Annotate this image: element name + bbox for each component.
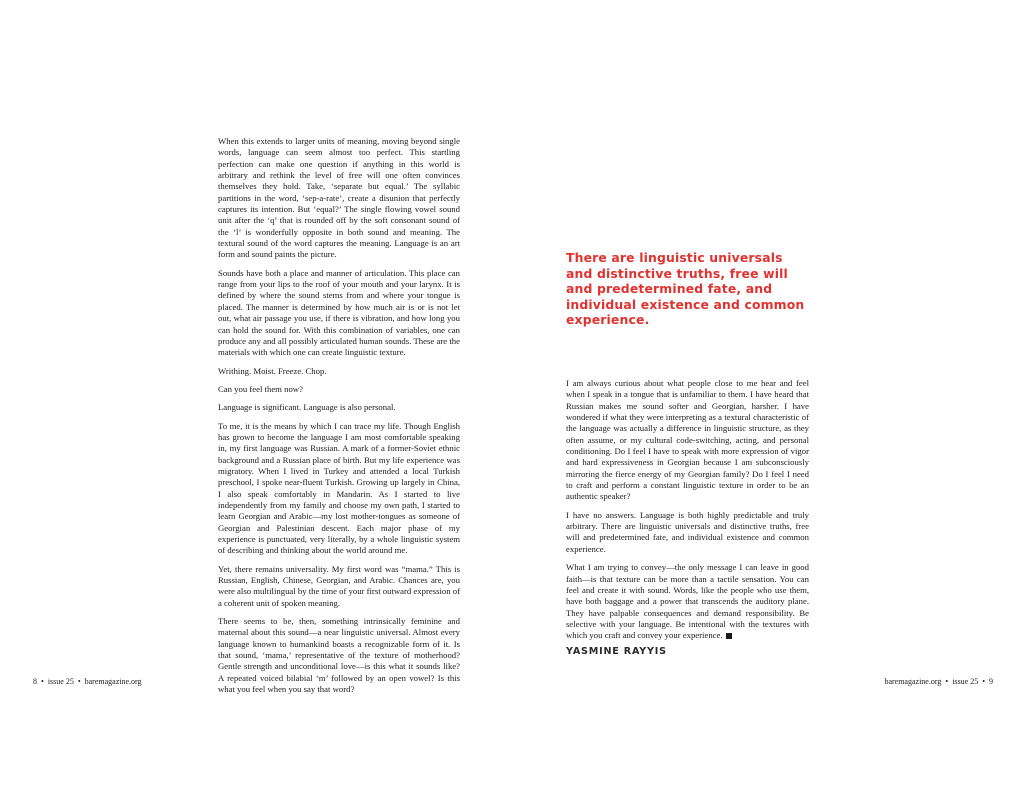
folio-separator: • (41, 677, 44, 686)
right-body-column (566, 378, 809, 649)
folio-separator: • (77, 677, 81, 686)
body-paragraph: I am always curious about what people close to me hear and feel when I speak in a tongue that is unfamiliar to them. I have heard that Russian makes me sound softer and Georgian, harsher. I have wondered if what they were interpreting as a textural characteristic of the language was actually a difference in linguistic structure, as they often assume, or my cultural code-switching, acting, and personal conditioning. Do I feel I have to speak with more expression of vigor and hard expressiveness in Georgian because I am subconsciously mirroring the fierce energy of my Georgian family? Do I feel I need to craft and perform a constant linguistic texture in order to be an authentic speaker? (566, 378, 809, 502)
issue-label: issue 25 (47, 677, 74, 686)
pull-quote: There are linguistic universals and distinctive truths, free will and predetermined fate, and individual existence and common experience. (566, 250, 805, 328)
page-number: 8 (33, 677, 37, 686)
right-page (512, 0, 1024, 791)
site-link[interactable]: baremagazine.org (84, 677, 142, 686)
issue-label: issue 25 (952, 677, 979, 686)
folio-separator: • (982, 677, 985, 686)
body-paragraph: Can you feel them now? (218, 383, 303, 394)
folio-left (33, 677, 142, 686)
body-paragraph: I have no answers. Language is both highly predictable and truly arbitrary. There are linguistic universals and distinctive truths, free will and predetermined fate, and individual existence and common experience. (566, 509, 809, 554)
body-paragraph: Writhing. Moist. Freeze. Chop. (218, 365, 327, 376)
body-paragraph: There seems to be, then, something intrinsically feminine and maternal about this sound—a near linguistic universal. Almost every language known to humankind boasts a recognizable form of it. Is that sound, ‘mama,’ representative of the texture of motherhood? Gentle strength and unconditional love—is this what it sounds like? A repeated voiced bilabial ‘m’ followed by an open vowel? Is this what you feel when you say that word? (218, 616, 460, 695)
body-paragraph-final (566, 562, 809, 641)
site-link[interactable]: baremagazine.org (884, 677, 942, 686)
left-body-column (218, 136, 460, 702)
author-byline: YASMINE RAYYIS (566, 646, 667, 657)
body-paragraph: To me, it is the means by which I can trace my life. Though English has grown to become the language I am most comfortable speaking in, my first language was Russian. A mark of a former-Soviet ethnic background and a Russian place of birth. But my life experience was migratory. When I lived in Turkey and attended a local Turkish preschool, I spoke near-fluent Turkish. Growing up largely in China, I also speak comfortably in Mandarin. As I started to live independently from my family and choose my own path, I started to learn Georgian and Arabic—my lost mother-tongues as someone of Georgian and Palestinian descent. Each major phase of my experience is punctuated, very literally, by a whole linguistic system of describing and thinking about the world around me. (218, 420, 460, 556)
folio-right (884, 677, 993, 686)
body-paragraph: When this extends to larger units of meaning, moving beyond single words, language can seem almost too perfect. This startling perfection can make one question if anything in this world is arbitrary and rethink the level of free will one often convinces themselves they hold. Take, ‘separate but equal.’ The syllabic partitions in the word, ‘sep-a-rate’, create a disunion that perfectly captures its intention. But ‘equal?’ The single flowing vowel sound unit after the ‘q’ that is rounded off by the soft consonant sound of the ‘l’ is wonderfully opposite in both sound and meaning. The textural sound of the word captures the meaning. Language is an art form and sound paints the picture. (218, 136, 460, 260)
body-paragraph: Sounds have both a place and manner of articulation. This place can range from your lips to the roof of your mouth and your larynx. It is defined by where the sound stems from and where your tongue is placed. The manner is determined by how much air is or is not let out, what air passage you use, if there is vibration, and how long you can hold the sound for. With this combination of variables, one can produce any and all possibly articulated human sounds. These are the materials with which one can create linguistic texture. (218, 267, 460, 358)
final-paragraph-text: What I am trying to convey—the only message I can leave in good faith—is that texture can be more than a tactile sensation. You can feel and create it with sound. Words, like the people who use them, have both baggage and a power that transcends the auditory plane. They have palpable consequences and demand responsibility. Be selective with your language. Be intentional with the textures with which you craft and convey your experience. (566, 562, 809, 641)
body-paragraph: Yet, there remains universality. My first word was “mama.” This is Russian, English, Chinese, Georgian, and Arabic. Chances are, you were also multilingual by the time of your first outward expression of a coherent unit of spoken meaning. (218, 563, 460, 608)
body-paragraph: Language is significant. Language is also personal. (218, 402, 396, 413)
folio-separator: • (945, 677, 949, 686)
end-mark-icon (726, 633, 732, 639)
page-number: 9 (989, 677, 993, 686)
